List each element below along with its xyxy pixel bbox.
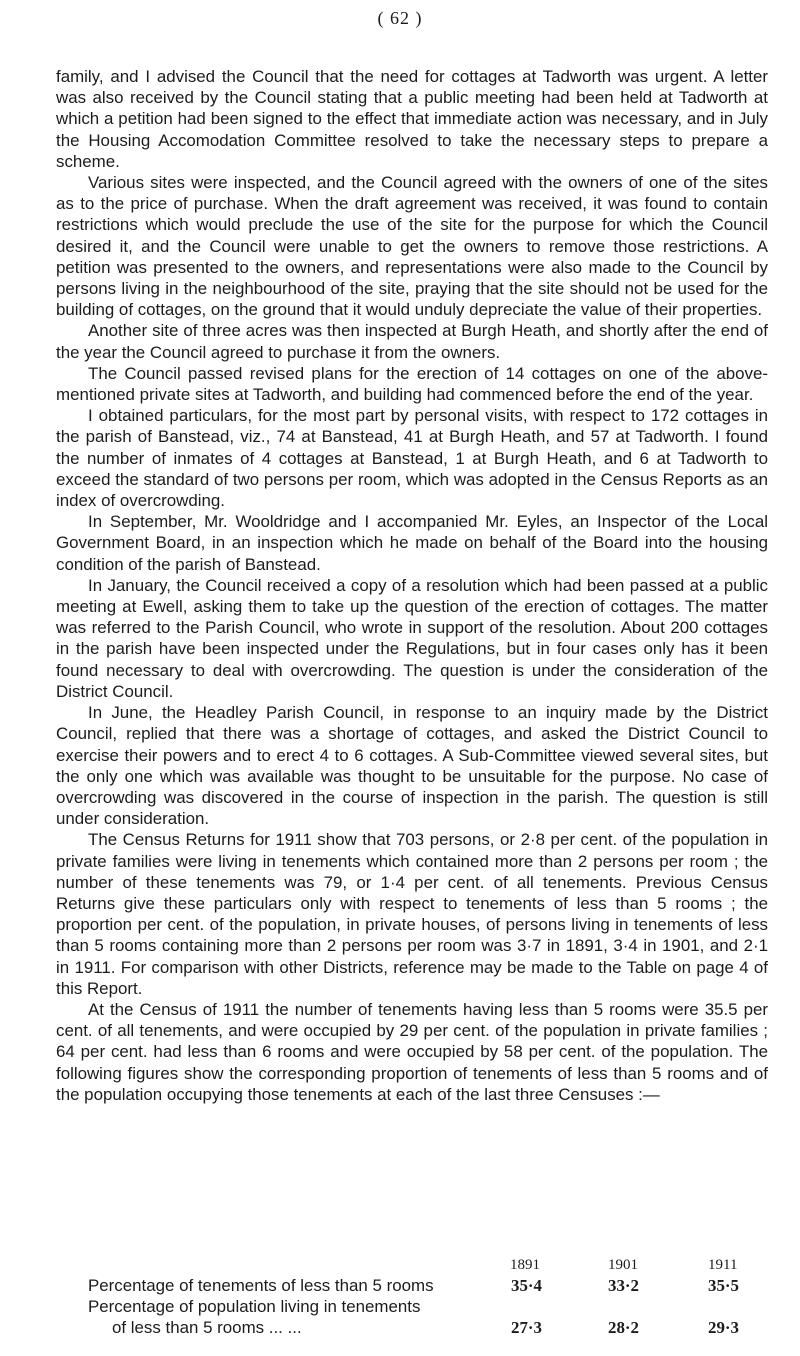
report-body: [56, 66, 768, 1105]
table-row: [56, 1317, 768, 1338]
value-cell: 35·5: [708, 1276, 739, 1295]
paragraph: Various sites were inspected, and the Council agreed with the owners of one of the sites as to the price of purchase. When the draft agreement was received, it was found to contain restrictions which would preclude the use of the site for the purpose for which the Council desired it, and the Council were unable to get the owners to remove those restrictions. A petition was presented to the owners, and representations were also made to the Council by persons living in the neighbourhood of the site, praying that the site should not be used for the building of cottages, on the ground that it would unduly depreciate the value of their properties.: [56, 173, 768, 320]
year-header-1891: 1891: [510, 1257, 540, 1273]
value-cell: 33·2: [608, 1276, 639, 1295]
row-label-continued: of less than 5 rooms ... ...: [112, 1318, 302, 1337]
row-label: Percentage of population living in tenements: [88, 1297, 421, 1316]
paragraph: Another site of three acres was then inspected at Burgh Heath, and shortly after the end of the year the Council agreed to purchase it from the owners.: [56, 321, 768, 362]
value-cell: 28·2: [608, 1318, 639, 1337]
value-cell: 27·3: [511, 1318, 542, 1337]
table-row: [56, 1296, 768, 1317]
row-label: Percentage of tenements of less than 5 rooms: [88, 1276, 434, 1295]
paragraph: The Census Returns for 1911 show that 703 persons, or 2·8 per cent. of the population in private families were living in tenements which contained more than 2 persons per room ; the number of these tenements was 79, or 1·4 per cent. of all tenements. Previous Census Returns give these particulars only with respect to tenements of less than 5 rooms ; the proportion per cent. of the population, in private houses, of persons living in tenements of less than 5 rooms containing more than 2 persons per room was 3·7 in 1891, 3·4 in 1901, and 2·1 in 1911. For comparison with other Districts, reference may be made to the Table on page 4 of this Report.: [56, 830, 768, 998]
paragraph: In September, Mr. Wooldridge and I accompanied Mr. Eyles, an Inspector of the Local Government Board, in an inspection which he made on behalf of the Board into the housing condition of the parish of Banstead.: [56, 512, 768, 574]
paragraph: In June, the Headley Parish Council, in response to an inquiry made by the District Council, replied that there was a shortage of cottages, and asked the District Council to exercise their powers and to erect 4 to 6 cottages. A Sub-Committee viewed several sites, but the only one which was available was thought to be unsuitable for the purpose. No case of overcrowding was discovered in the course of inspection in the parish. The question is still under consideration.: [56, 703, 768, 829]
page-number: ( 62 ): [377, 8, 423, 28]
table-row: [56, 1275, 768, 1296]
census-year-header: [56, 1255, 768, 1275]
paragraph: At the Census of 1911 the number of tenements having less than 5 rooms were 35.5 per cent. of all tenements, and were occupied by 29 per cent. of the population in private families ; 64 per cent. had less than 6 rooms and were occupied by 58 per cent. of the population. The following figures show the corresponding proportion of tenements of less than 5 rooms and of the population occupying those tenements at each of the last three Censuses :—: [56, 999, 768, 1104]
paragraph: The Council passed revised plans for the erection of 14 cottages on one of the above-mentioned private sites at Tadworth, and building had commenced before the end of the year.: [56, 363, 768, 405]
value-cell: 29·3: [708, 1318, 739, 1337]
census-table: [56, 1255, 768, 1338]
paragraph: I obtained particulars, for the most part by personal visits, with respect to 172 cottages in the parish of Banstead, viz., 74 at Banstead, 41 at Burgh Heath, and 57 at Tadworth. I found the number of inmates of 4 cottages at Banstead, 1 at Burgh Heath, and 6 at Tadworth to exceed the standard of two persons per room, which was adopted in the Census Reports as an index of overcrowding.: [56, 406, 768, 511]
paragraph: family, and I advised the Council that the need for cottages at Tadworth was urgent. A letter was also received by the Council stating that a public meeting had been held at Tadworth at which a petition had been signed to the effect that immediate action was necessary, and in July the Housing Accomodation Committee resolved to take the necessary steps to prepare a scheme.: [56, 67, 768, 171]
year-header-1911: 1911: [708, 1257, 738, 1273]
paragraph: In January, the Council received a copy of a resolution which had been passed at a public meeting at Ewell, asking them to take up the question of the erection of cottages. The matter was referred to the Parish Council, who wrote in support of the resolution. About 200 cottages in the parish have been inspected under the Regulations, but in four cases only has it been found necessary to deal with overcrowding. The question is under the consideration of the District Council.: [56, 575, 768, 701]
year-header-1901: 1901: [608, 1257, 638, 1273]
value-cell: 35·4: [511, 1276, 542, 1295]
